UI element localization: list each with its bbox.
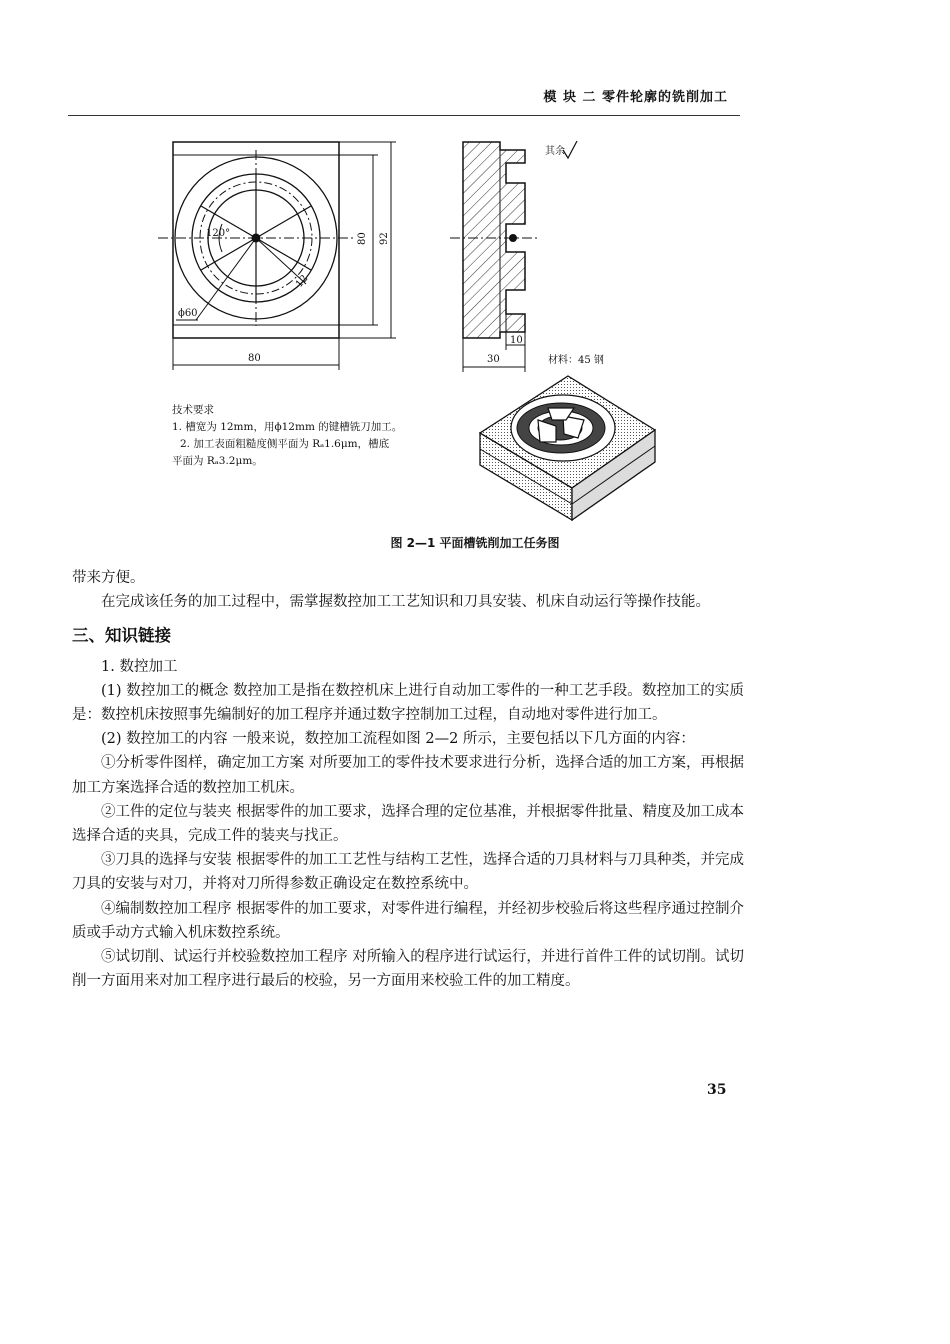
- engineering-drawing: [0, 0, 950, 540]
- tech-title: 技术要求: [172, 404, 214, 416]
- list-item: ④编制数控加工程序 根据零件的加工要求，对零件进行编程，并经初步校验后将这些程序通过控制介质或手动方式输入机床数控系统。: [72, 900, 744, 941]
- outer-height-label: 92: [379, 232, 390, 245]
- list-item: ⑤试切削、试运行并校验数控加工程序 对所输入的程序进行试运行，并进行首件工件的试切削。试切削一方面用来对加工程序进行最后的校验，另一方面用来校验工件的加工精度。: [72, 949, 744, 990]
- body-text: [72, 566, 744, 993]
- tech-line-2: 2. 加工表面粗糙度侧平面为 Rₐ1.6μm，槽底: [180, 438, 390, 450]
- subheading: 1. 数控加工: [101, 658, 178, 675]
- paragraph: (1) 数控加工的概念 数控加工是指在数控机床上进行自动加工零件的一种工艺手段。数控加工的实质是：数控机床按照事先编制好的加工程序并通过数字控制加工过程，自动地对零件进行加工。: [72, 682, 744, 724]
- list-item: ③刀具的选择与安装 根据零件的加工工艺性与结构工艺性，选择合适的刀具材料与刀具种类，并完成刀具的安装与对刀，并将对刀所得参数正确设定在数控系统中。: [72, 852, 744, 893]
- diameter-label: ϕ60: [178, 308, 198, 319]
- step-label: 10: [510, 335, 523, 346]
- tech-line-1: 1. 槽宽为 12mm，用ϕ12mm 的键槽铣刀加工。: [172, 421, 403, 433]
- list-item: ②工件的定位与装夹 根据零件的加工要求，选择合理的定位基准，并根据零件批量、精度及加工成本选择合适的夹具，完成工件的装夹与找正。: [72, 803, 744, 845]
- top-view: [158, 142, 396, 370]
- list-item: ①分析零件图样，确定加工方案 对所要加工的零件技术要求进行分析，选择合适的加工方案，再根据加工方案选择合适的数控加工机床。: [72, 755, 744, 796]
- paragraph: 在完成该任务的加工过程中，需掌握数控加工工艺知识和刀具安装、机床自动运行等操作技能。: [101, 594, 710, 611]
- paragraph-continuation: 带来方便。: [72, 570, 145, 586]
- isometric-view: [480, 376, 655, 520]
- width-label: 80: [248, 353, 261, 364]
- section-hatch: [463, 142, 500, 338]
- inner-height-label: 80: [357, 232, 368, 245]
- section-heading: 三、知识链接: [72, 626, 171, 646]
- surface-note: 其余: [545, 146, 565, 157]
- slot-width-label: 12: [293, 273, 311, 290]
- page-number: 35: [707, 1082, 727, 1098]
- angle-label: 120°: [206, 228, 231, 239]
- depth-label: 30: [487, 354, 500, 365]
- material-label: 材料：45 钢: [548, 355, 604, 366]
- running-header: 模 块 二 零件轮廓的铣削加工: [543, 90, 728, 105]
- paragraph: (2) 数控加工的内容 一般来说，数控加工流程如图 2—2 所示，主要包括以下几方面的内容：: [101, 731, 695, 748]
- technical-requirements: [172, 402, 402, 470]
- figure-caption: 图 2—1 平面槽铣削加工任务图: [390, 536, 560, 550]
- tech-line-3: 平面为 Rₐ3.2μm。: [172, 455, 263, 467]
